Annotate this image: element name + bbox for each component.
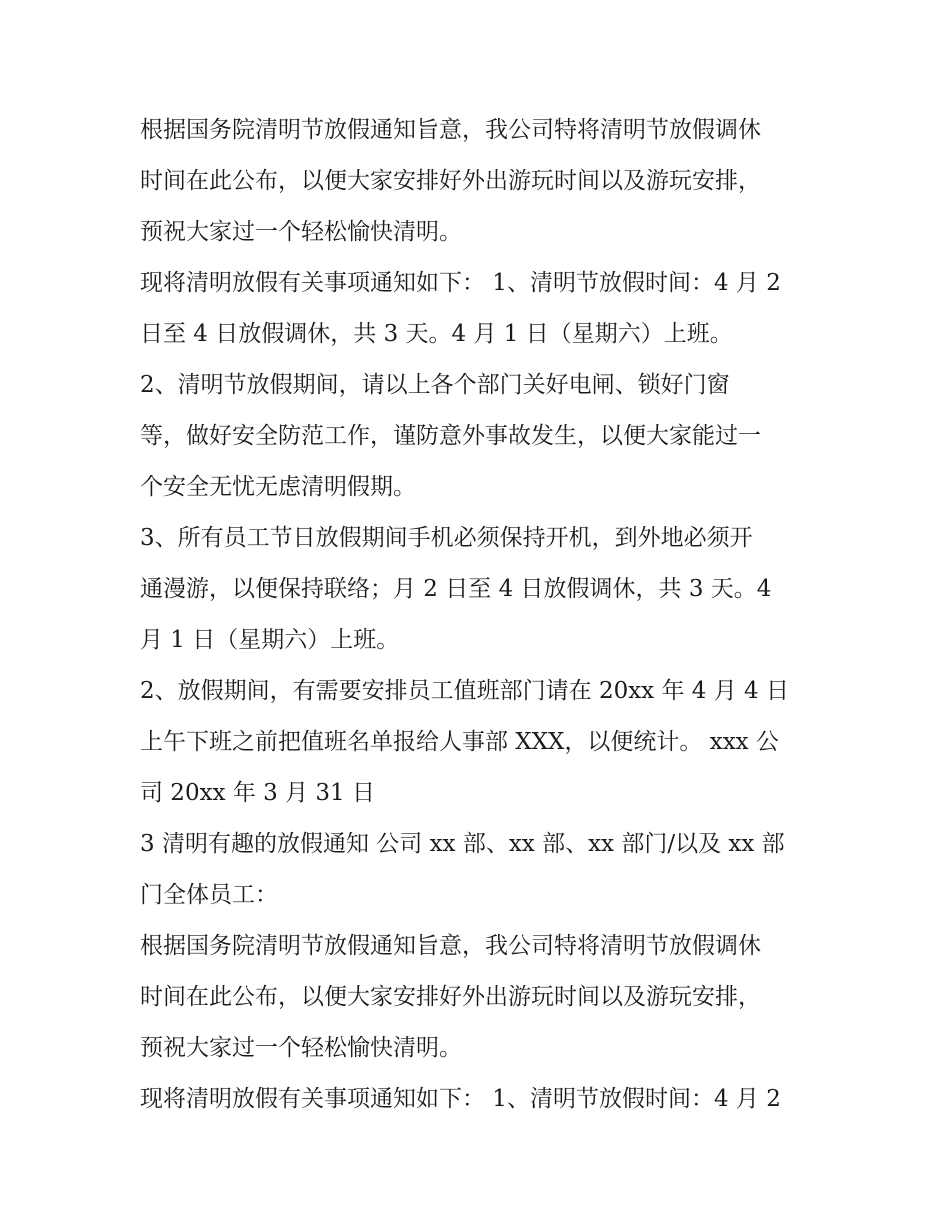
text-line: 时间在此公布，以便大家安排好外出游玩时间以及游玩安排， <box>140 168 761 194</box>
text-line: 日至 4 日放假调休，共 3 天。4 月 1 日（星期六）上班。 <box>140 321 733 347</box>
text-line: 现将清明放假有关事项通知如下： 1、清明节放假时间：4 月 2 <box>140 270 781 296</box>
text-line: 预祝大家过一个轻松愉快清明。 <box>140 1035 462 1061</box>
text-line: 月 1 日（星期六）上班。 <box>140 627 400 653</box>
text-line: 预祝大家过一个轻松愉快清明。 <box>140 219 462 245</box>
text-line: 3 清明有趣的放假通知 公司 xx 部、xx 部、xx 部门/以及 xx 部 <box>140 831 785 857</box>
text-line: 2、清明节放假期间，请以上各个部门关好电闸、锁好门窗 <box>140 372 730 398</box>
text-line: 上午下班之前把值班名单报给人事部 XXX，以便统计。 xxx 公 <box>140 729 779 755</box>
document-body <box>140 105 820 1125</box>
text-line: 司 20xx 年 3 月 31 日 <box>140 780 375 806</box>
text-line: 时间在此公布，以便大家安排好外出游玩时间以及游玩安排， <box>140 984 761 1010</box>
text-line: 3、所有员工节日放假期间手机必须保持开机，到外地必须开 <box>140 525 753 551</box>
text-line: 现将清明放假有关事项通知如下： 1、清明节放假时间：4 月 2 <box>140 1086 781 1112</box>
text-line: 等，做好安全防范工作，谨防意外事故发生，以便大家能过一 <box>140 423 761 449</box>
text-line: 根据国务院清明节放假通知旨意，我公司特将清明节放假调休 <box>140 117 761 143</box>
text-line: 门全体员工： <box>140 882 278 908</box>
text-line: 2、放假期间，有需要安排员工值班部门请在 20xx 年 4 月 4 日 <box>140 678 789 704</box>
text-line: 根据国务院清明节放假通知旨意，我公司特将清明节放假调休 <box>140 933 761 959</box>
text-line: 个安全无忧无虑清明假期。 <box>140 474 416 500</box>
text-line: 通漫游，以便保持联络；月 2 日至 4 日放假调休，共 3 天。4 <box>140 576 772 602</box>
